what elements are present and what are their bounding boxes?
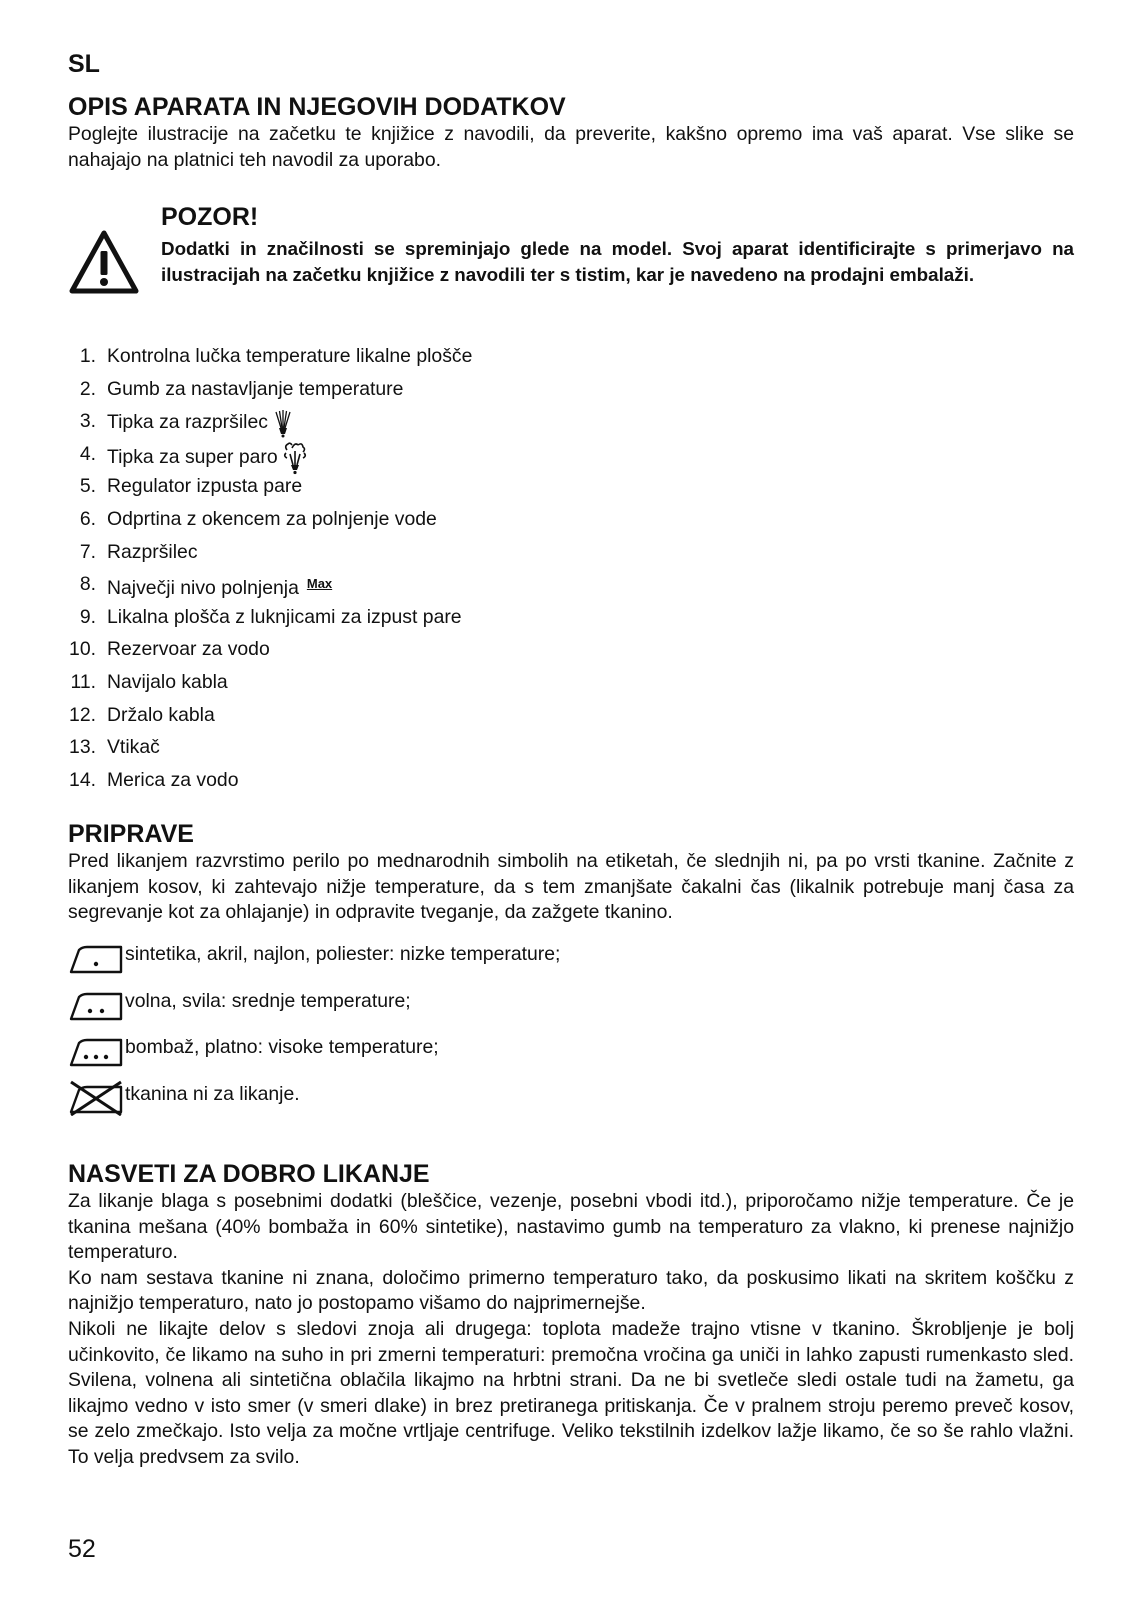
- warning-triangle-icon: [68, 229, 140, 295]
- fabric-text: volna, svila: srednje temperature;: [125, 989, 411, 1012]
- iron-crossed-out-icon: [68, 1080, 124, 1116]
- item-number: 10.: [69, 638, 96, 661]
- item-number: 6.: [79, 507, 96, 530]
- section-description: [68, 93, 1074, 173]
- fabric-text: sintetika, akril, najlon, poliester: nizke temperature;: [125, 943, 561, 965]
- section-text: Pred likanjem razvrstimo perilo po mednarodnih simbolih na etiketah, če slednjih ni, pa po vrsti tkanine. Začnite z likanjem kosov, ki zahtevajo nižje temperature, da s tem zmanjšate čakalni čas (likalnik potrebuje manj časa za segrevanje kot za ohlajanje) in odpravite tveganje, da zažgete tkanino.: [68, 850, 1074, 924]
- item-number: 13.: [69, 736, 96, 759]
- section-text: Poglejte ilustracije na začetku te knjižice z navodili, da preverite, kakšno opremo ima vaš aparat. Vse slike se nahajajo na platnici teh navodil za uporabo.: [68, 123, 1074, 171]
- item-number: 4.: [79, 442, 96, 465]
- warning-text: Dodatki in značilnosti se spreminjajo glede na model. Svoj aparat identificirajte s primerjavo na ilustracijah na začetku knjižice z navodili ter s tistim, kar je navedeno na prodajni embalaži.: [161, 238, 1074, 285]
- item-number: 5.: [79, 475, 96, 498]
- fabric-symbol-list: [68, 940, 768, 1126]
- list-item: [68, 343, 768, 376]
- item-label: Rezervoar za vodo: [107, 638, 270, 661]
- iron-one-dot-icon: [68, 940, 124, 976]
- item-label: Držalo kabla: [107, 703, 215, 726]
- list-item: [68, 702, 768, 735]
- item-label: Odprtina z okencem za polnjenje vode: [107, 507, 437, 530]
- iron-three-dots-icon: [68, 1033, 124, 1069]
- list-item: [68, 441, 768, 474]
- item-label: Kontrolna lučka temperature likalne plošče: [107, 345, 473, 367]
- spray-icon: [272, 408, 294, 438]
- item-label: Tipka za super paro: [107, 445, 278, 468]
- max-level-icon: Max: [306, 576, 333, 592]
- language-code: SL: [68, 50, 100, 78]
- item-label: Regulator izpusta pare: [107, 475, 303, 498]
- section-title: OPIS APARATA IN NJEGOVIH DODATKOV: [68, 93, 566, 121]
- parts-list: [68, 343, 768, 799]
- item-label: Razpršilec: [107, 540, 198, 563]
- item-number: 8.: [79, 573, 96, 596]
- fabric-item: [68, 987, 768, 1034]
- section-ironing-tips: [68, 1160, 1074, 1471]
- list-item: [68, 636, 768, 669]
- page-number: 52: [68, 1535, 96, 1563]
- item-label: Tipka za razpršilec: [107, 411, 268, 434]
- item-number: 7.: [79, 540, 96, 563]
- steam-burst-icon: [282, 441, 308, 475]
- section-preparation: [68, 820, 1074, 926]
- list-item: [68, 376, 768, 409]
- list-item: [68, 604, 768, 637]
- item-label: Največji nivo polnjenja: [107, 577, 299, 600]
- warning-box: [68, 203, 1074, 323]
- warning-title: POZOR!: [161, 203, 259, 231]
- list-item: [68, 571, 768, 604]
- fabric-text: tkanina ni za likanje.: [125, 1082, 300, 1105]
- item-number: 1.: [79, 345, 96, 367]
- list-item: [68, 734, 768, 767]
- item-number: 9.: [79, 605, 96, 628]
- section-title: NASVETI ZA DOBRO LIKANJE: [68, 1160, 430, 1188]
- list-item: [68, 473, 768, 506]
- item-label: Gumb za nastavljanje temperature: [107, 377, 404, 400]
- fabric-item: [68, 1033, 768, 1080]
- fabric-item: [68, 1080, 768, 1127]
- item-label: Likalna plošča z luknjicami za izpust pare: [107, 605, 462, 628]
- item-number: 14.: [69, 768, 96, 791]
- fabric-item: [68, 940, 768, 987]
- iron-two-dots-icon: [68, 987, 124, 1023]
- item-label: Navijalo kabla: [107, 670, 228, 693]
- list-item: [68, 506, 768, 539]
- item-number: 12.: [69, 703, 96, 726]
- list-item: [68, 539, 768, 572]
- item-label: Merica za vodo: [107, 768, 239, 791]
- list-item: [68, 767, 768, 800]
- item-number: 2.: [79, 377, 96, 400]
- list-item: [68, 408, 768, 441]
- item-label: Vtikač: [107, 736, 160, 759]
- item-number: 3.: [79, 410, 96, 433]
- list-item: [68, 669, 768, 702]
- section-text: Za likanje blaga s posebnimi dodatki (bleščice, vezenje, posebni vbodi itd.), priporočamo nižje temperature. Če je tkanina mešana (40% bombaža in 60% sintetike), nastavimo gumb na temperaturo za vlakno, ki prenese najnižjo temperaturo. Ko nam sestava tkanine ni znana, določimo primerno temperaturo tako, da poskusimo likati na skritem koščku z najnižjo temperaturo, nato jo postopamo višamo do najprimernejše. Nikoli ne likajte delov s sledovi znoja ali drugega: toplota madeže trajno vtisne v tkanino. Škrobljenje je bolj učinkovito, če likamo na suho in pri zmerni temperaturi: premočna vročina ga uniči in lahko zapusti rumenkasto sled. Svilena, volnena ali sintetična oblačila likajmo na hrbtni strani. Da ne bi svetleče sledi ostale tudi na žametu, ga likajmo vedno v isto smer (v smeri dlake) in brez pretiranega pritiskanja. Če v pralnem stroju peremo preveč kosov, se zelo zmečkajo. Isto velja za močne vrtljaje centrifuge. Veliko tekstilnih izdelkov lažje likamo, če so še rahlo vlažni. To velja predvsem za svilo.: [68, 1190, 1074, 1468]
- fabric-text: bombaž, platno: visoke temperature;: [125, 1036, 439, 1058]
- section-title: PRIPRAVE: [68, 820, 194, 848]
- item-number: 11.: [70, 670, 96, 693]
